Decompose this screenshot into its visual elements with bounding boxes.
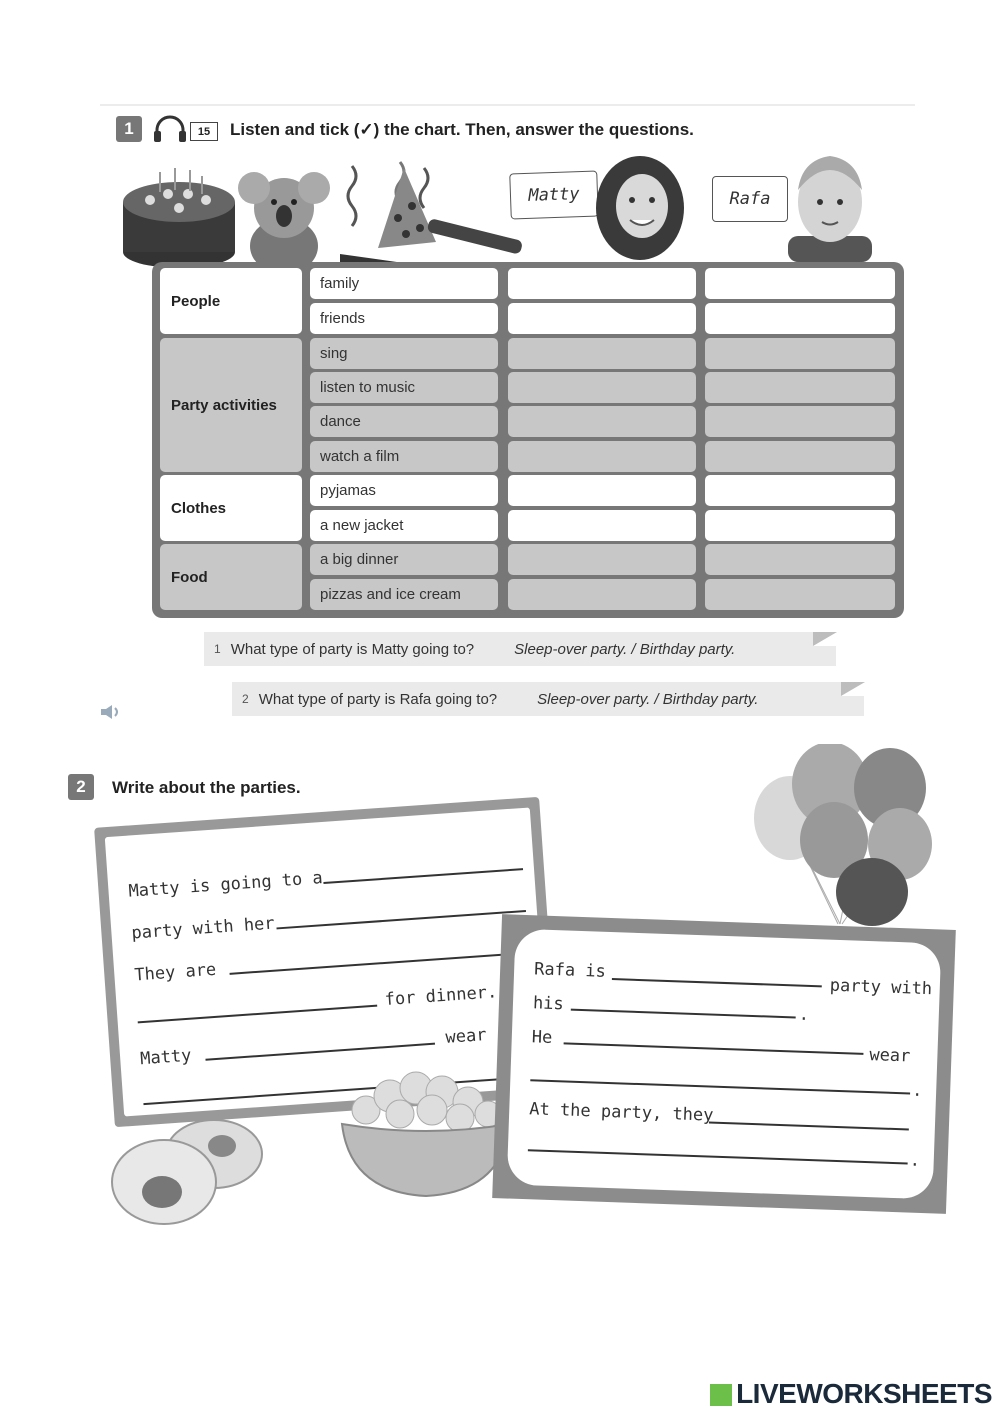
answer-line[interactable] [564, 1042, 864, 1054]
card-text: his [532, 993, 565, 1015]
answer-line[interactable] [138, 1005, 378, 1023]
question-number: 1 [214, 642, 221, 656]
page-fold [813, 632, 837, 646]
answer-line[interactable] [571, 1009, 796, 1018]
card-text: party with her [130, 913, 276, 944]
exercise-2-instruction: Write about the parties. [112, 778, 301, 797]
matty-tick-box[interactable] [508, 303, 696, 334]
rafa-tick-box[interactable] [705, 579, 895, 610]
answer-line[interactable] [276, 910, 525, 929]
rafa-photo [782, 150, 878, 267]
matty-tick-box[interactable] [508, 268, 696, 299]
matty-tick-box[interactable] [508, 406, 696, 437]
answer-options[interactable]: Sleep-over party. / Birthday party. [514, 640, 736, 658]
matty-tick-box[interactable] [508, 510, 696, 541]
chart-row-label: family [310, 268, 498, 299]
rafa-name: Rafa [729, 189, 771, 209]
card-text: . [911, 1080, 923, 1101]
card-text: At the party, they [528, 1099, 714, 1126]
tick-chart [152, 262, 904, 618]
category-party-activities: Party activities [160, 338, 302, 472]
answer-line[interactable] [530, 1079, 910, 1094]
matty-photo [592, 156, 688, 265]
question-number: 2 [242, 692, 249, 706]
answer-options[interactable]: Sleep-over party. / Birthday party. [537, 690, 759, 708]
answer-line[interactable] [205, 1043, 435, 1061]
category-people: People [160, 268, 302, 334]
card-text: wear [444, 1025, 488, 1048]
chart-row-label: watch a film [310, 441, 498, 472]
answer-line[interactable] [230, 952, 529, 974]
card-text: He [531, 1027, 553, 1048]
question-text: What type of party is Rafa going to? [258, 690, 498, 708]
rafa-tick-box[interactable] [705, 372, 895, 403]
exercise-number-1: 1 [116, 116, 142, 142]
balloons-image [750, 744, 940, 939]
card-text: Matty [139, 1045, 193, 1070]
question-1 [204, 632, 836, 666]
matty-tick-box[interactable] [508, 441, 696, 472]
chart-row-label: dance [310, 406, 498, 437]
card-text: They are [133, 959, 217, 986]
exercise-number-2: 2 [68, 774, 94, 800]
speaker-icon [100, 704, 122, 725]
category-clothes: Clothes [160, 475, 302, 541]
rafa-tick-box[interactable] [705, 338, 895, 369]
answer-line[interactable] [323, 868, 523, 883]
popcorn-bowl-image [336, 1066, 516, 1207]
matty-tick-box[interactable] [508, 338, 696, 369]
brand-name: LIVEWORKSHEETS [736, 1378, 992, 1409]
chart-row-label: pyjamas [310, 475, 498, 506]
exercise-1-instruction: Listen and tick (✓) the chart. Then, answer the questions. [230, 120, 694, 139]
liveworksheets-logo[interactable] [710, 1378, 992, 1410]
card-text: party with [829, 975, 933, 1000]
top-divider [100, 104, 915, 106]
matty-tick-box[interactable] [508, 372, 696, 403]
rafa-tick-box[interactable] [705, 303, 895, 334]
card-text: for dinner. [384, 982, 498, 1011]
matty-name: Matty [528, 184, 580, 206]
rafa-tick-box[interactable] [705, 406, 895, 437]
card-text: . [909, 1150, 921, 1171]
answer-line[interactable] [528, 1149, 908, 1164]
chart-row-label: a big dinner [310, 544, 498, 575]
matty-tick-box[interactable] [508, 579, 696, 610]
matty-tick-box[interactable] [508, 544, 696, 575]
question-text: What type of party is Matty going to? [230, 640, 475, 658]
slippers-image [104, 1104, 264, 1235]
chart-row-label: pizzas and ice cream [310, 579, 498, 610]
answer-line[interactable] [612, 978, 822, 987]
answer-line[interactable] [709, 1122, 909, 1130]
matty-tick-box[interactable] [508, 475, 696, 506]
rafa-tick-box[interactable] [705, 268, 895, 299]
headphones-icon [152, 114, 188, 149]
rafa-tick-box[interactable] [705, 544, 895, 575]
card-text: wear [869, 1045, 911, 1067]
matty-name-tag [509, 170, 599, 219]
rafa-tick-box[interactable] [705, 475, 895, 506]
chart-row-label: friends [310, 303, 498, 334]
rafa-tick-box[interactable] [705, 510, 895, 541]
card-text: Rafa is [533, 959, 607, 982]
card-text: Matty is going to a [127, 868, 324, 902]
page-fold [841, 682, 865, 696]
card-text: . [798, 1004, 810, 1025]
rafa-writing-card [492, 914, 956, 1214]
chart-row-label: a new jacket [310, 510, 498, 541]
chart-row-label: listen to music [310, 372, 498, 403]
rafa-tick-box[interactable] [705, 441, 895, 472]
rafa-name-tag [712, 176, 788, 222]
chart-row-label: sing [310, 338, 498, 369]
category-food: Food [160, 544, 302, 610]
track-number: 15 [190, 122, 218, 141]
birthday-cake-image [120, 164, 238, 275]
question-2 [232, 682, 864, 716]
logo-mark-icon [710, 1384, 732, 1406]
